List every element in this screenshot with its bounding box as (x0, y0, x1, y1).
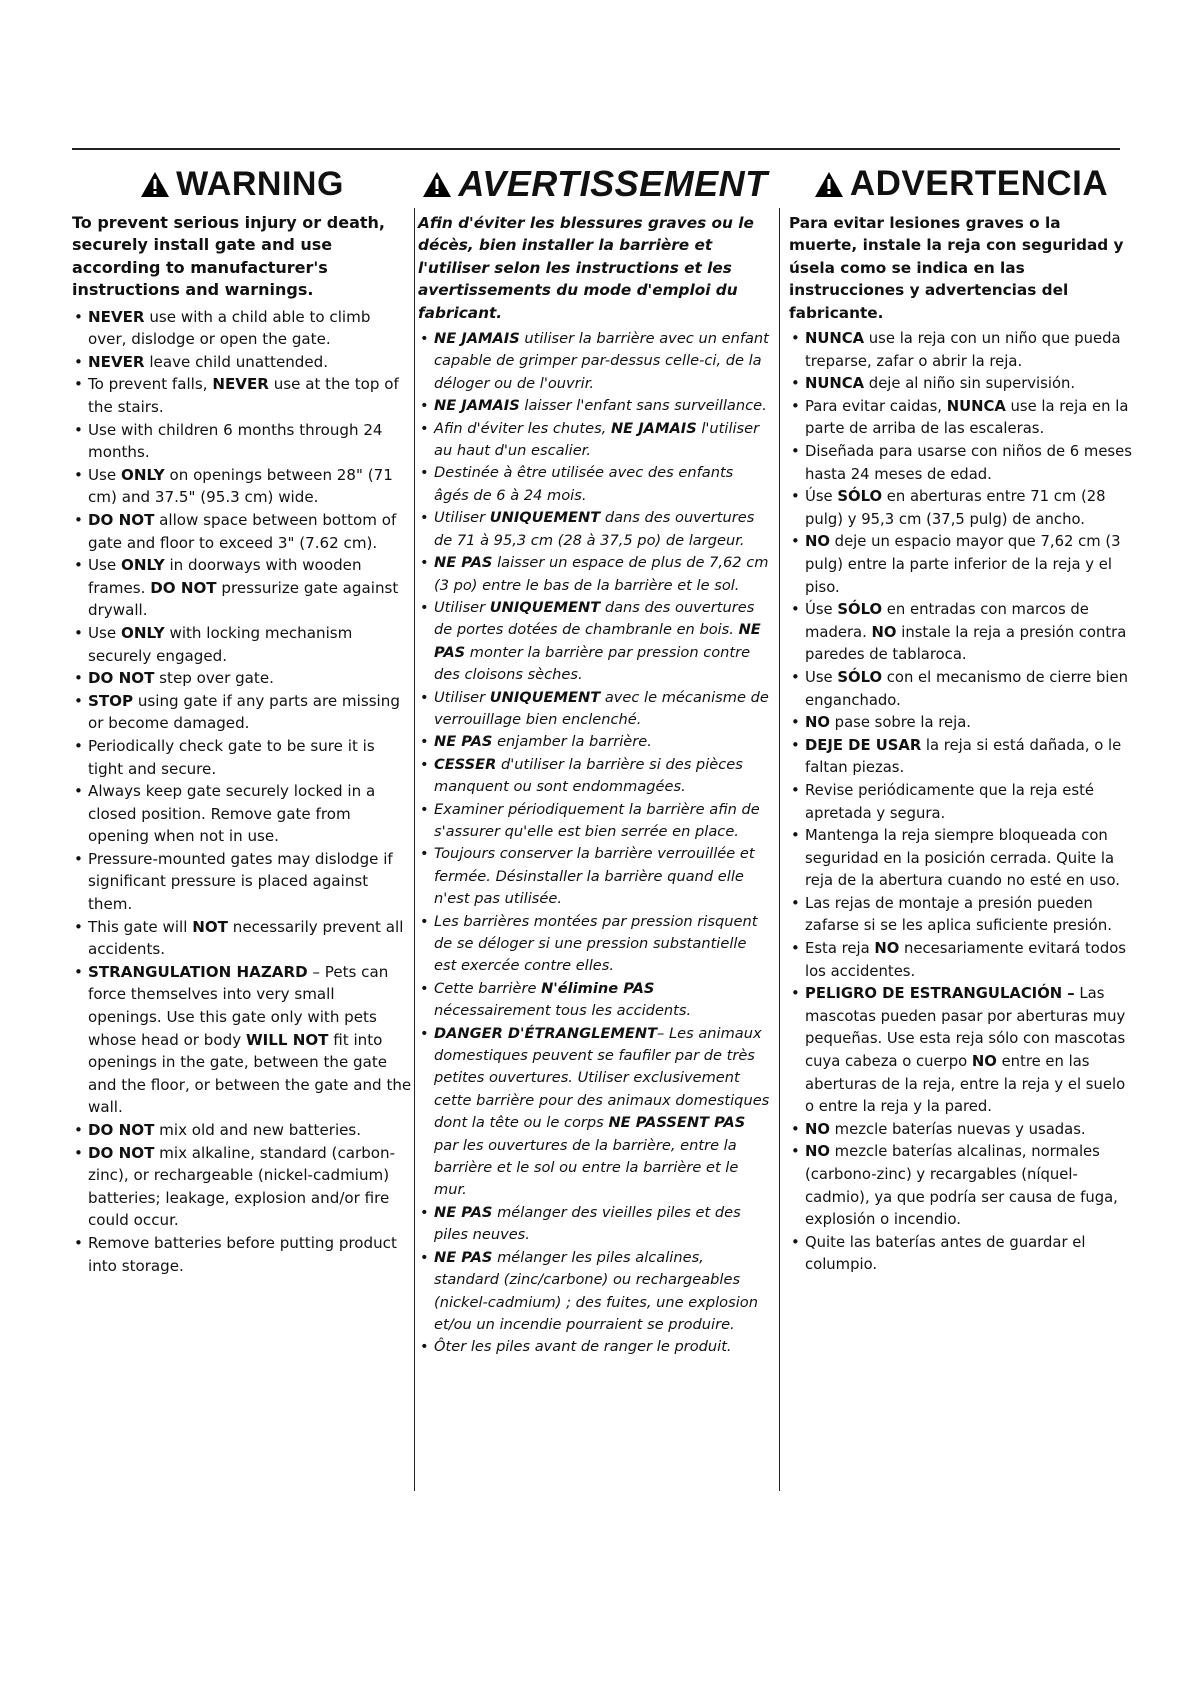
warning-column-french (418, 162, 772, 1359)
emphasis-text: DO NOT (88, 1143, 155, 1162)
item-text: pase sobre la reja. (829, 714, 971, 732)
list-item (72, 373, 412, 418)
bullet-icon: • (791, 894, 800, 912)
list-item (72, 848, 412, 916)
warning-heading (789, 162, 1133, 206)
bullet-icon: • (420, 1338, 429, 1356)
list-item (789, 780, 1133, 825)
bullet-icon: • (74, 669, 83, 688)
list-item (789, 1119, 1133, 1142)
bullet-icon: • (791, 375, 800, 393)
bullet-icon: • (74, 1121, 83, 1139)
item-text: avec le mécanisme de verrouillage bien enclenché. (434, 688, 769, 728)
list-item (789, 373, 1133, 396)
item-text: monter la barrière par pression contre des cloisons sèches. (434, 643, 751, 684)
list-item (72, 554, 412, 622)
bullet-icon: • (74, 556, 83, 575)
emphasis-text: NO (805, 1143, 830, 1161)
item-text: necessarily prevent all accidents. (88, 917, 404, 959)
bullet-icon: • (74, 623, 83, 642)
bullet-icon: • (791, 1233, 800, 1251)
top-rule (72, 148, 1120, 150)
bullet-icon: • (791, 533, 800, 551)
item-text: l'utiliser au haut d'un escalier. (434, 419, 760, 460)
emphasis-text: DO NOT (88, 510, 155, 529)
item-text: d'utiliser la barrière si des pièces manquent ou sont endommagées. (434, 755, 743, 796)
bullet-icon: • (74, 307, 83, 326)
item-text: Ôter les piles avant de ranger le produit. (434, 1338, 732, 1356)
bullet-icon: • (791, 488, 800, 506)
item-text: Esta reja (805, 940, 875, 958)
bullet-icon: • (420, 912, 429, 930)
bullet-icon: • (791, 601, 800, 619)
item-text: mix alkaline, standard (carbon-zinc), or rechargeable (nickel-cadmium) batteries; leakage, explosion and/or fire could occur. (88, 1143, 396, 1230)
bullet-icon: • (74, 1233, 83, 1252)
warning-list (72, 306, 412, 1278)
bullet-icon: • (74, 510, 83, 529)
item-text: mix old and new batteries. (154, 1121, 362, 1139)
bullet-icon: • (791, 1120, 800, 1138)
bullet-icon: • (74, 352, 83, 371)
list-item (418, 911, 772, 978)
item-text: Diseñada para usarse con niños de 6 meses hasta 24 meses de edad. (805, 443, 1132, 483)
item-text: leave child unattended. (144, 352, 329, 371)
item-text: par les ouvertures de la barrière, entre la barrière et le sol ou entre la barrière et le mur. (434, 1136, 739, 1199)
item-text: Las mascotas pueden pasar por aberturas muy pequeñas. Use esta reja sólo con mascotas cuya cabeza o cuerpo (805, 985, 1126, 1071)
item-text: instale la reja a presión contra paredes de tablaroca. (805, 623, 1127, 664)
bullet-icon: • (420, 464, 429, 482)
item-text: Use with children 6 months through 24 months. (88, 420, 383, 462)
item-text: Use (805, 668, 838, 686)
emphasis-text: NEVER (88, 352, 145, 371)
item-text: utiliser la barrière avec un enfant capable de grimper par-dessus celle-ci, de la déloger ou de l'ouvrir. (434, 330, 769, 392)
list-item (72, 419, 412, 464)
item-text: laisser un espace de plus de 7,62 cm (3 po) entre le bas de la barrière et le sol. (434, 554, 769, 594)
item-text: – Pets can force themselves into very small openings. Use this gate only with pets whose head or body (88, 962, 389, 1049)
bullet-icon: • (791, 940, 800, 958)
bullet-icon: • (74, 375, 83, 394)
item-text: entre en las aberturas de la reja, entre la reja y el suelo o entre la reja y la pared. (805, 1053, 1126, 1116)
bullet-icon: • (420, 397, 429, 415)
list-item (72, 1232, 412, 1277)
item-text: Cette barrière (434, 979, 542, 997)
item-text: with locking mechanism securely engaged. (88, 623, 353, 665)
item-text: Les barrières montées par pression risquent de se déloger si une pression substantielle est exercée contre elles. (434, 912, 758, 975)
list-item (789, 667, 1133, 712)
list-item (789, 441, 1133, 486)
emphasis-text: NO (805, 714, 830, 732)
emphasis-text: SÓLO (837, 601, 883, 619)
bullet-icon: • (420, 419, 429, 437)
emphasis-text: NUNCA (805, 330, 865, 348)
emphasis-text: NO (971, 1053, 997, 1071)
emphasis-text: CESSER (434, 755, 497, 773)
item-text: use la reja con un niño que pueda treparse, zafar o abrir la reja. (805, 330, 1121, 370)
emphasis-text: DANGER D'ÉTRANGLEMENT (434, 1024, 658, 1042)
list-item (418, 328, 772, 395)
list-item (72, 916, 412, 961)
bullet-icon: • (74, 691, 83, 710)
bullet-icon: • (74, 465, 83, 484)
emphasis-text: DO NOT (88, 669, 155, 688)
item-text: Afin d'éviter les chutes, (434, 419, 611, 437)
list-item (789, 735, 1133, 780)
emphasis-text: NE JAMAIS (610, 419, 697, 437)
item-text: Las rejas de montaje a presión pueden zafarse si se les aplica suficiente presión. (805, 894, 1112, 935)
list-item (72, 690, 412, 735)
item-text: Utiliser (434, 598, 490, 616)
item-text: using gate if any parts are missing or become damaged. (88, 691, 400, 733)
item-text: mezcle baterías nuevas y usadas. (829, 1120, 1086, 1138)
bullet-icon: • (420, 509, 429, 527)
item-text: Mantenga la reja siempre bloqueada con seguridad en la posición cerrada. Quite la reja de la abertura cuando no esté en uso. (805, 827, 1120, 890)
item-text: nécessairement tous les accidents. (434, 1002, 692, 1020)
item-text: Toujours conserver la barrière verrouillée et fermée. Désinstaller la barrière quand elle n'est pas utilisée. (434, 845, 755, 908)
list-item (72, 667, 412, 690)
item-text: Utiliser (434, 688, 490, 706)
emphasis-text: WILL NOT (245, 1030, 329, 1049)
emphasis-text: NUNCA (946, 397, 1006, 415)
list-item (418, 507, 772, 552)
list-item (72, 780, 412, 848)
list-item (72, 622, 412, 667)
emphasis-text: SÓLO (837, 668, 883, 686)
bullet-icon: • (420, 1024, 429, 1042)
item-text: To prevent falls, (88, 375, 213, 394)
item-text: en aberturas entre 71 cm (28 pulg) y 95,3 cm (37,5 pulg) de ancho. (805, 488, 1106, 528)
emphasis-text: NE PAS (434, 1248, 493, 1266)
intro-text: To prevent serious injury or death, securely install gate and use according to manufacturer's instructions and warnings. (72, 213, 385, 300)
warning-triangle-icon (422, 171, 452, 198)
emphasis-text: NOT (192, 917, 228, 936)
emphasis-text: UNIQUEMENT (489, 688, 601, 706)
item-text: Use (88, 623, 121, 642)
list-item (789, 938, 1133, 983)
item-text: Úse (805, 488, 838, 506)
list-item (418, 799, 772, 844)
bullet-icon: • (74, 782, 83, 801)
emphasis-text: NE JAMAIS (434, 397, 520, 415)
item-text: con el mecanismo de cierre bien enganchado. (805, 668, 1128, 709)
list-item (72, 464, 412, 509)
list-item (789, 396, 1133, 441)
bullet-icon: • (420, 800, 429, 818)
list-item (789, 893, 1133, 938)
emphasis-text: UNIQUEMENT (489, 509, 601, 527)
emphasis-text: ONLY (121, 465, 165, 484)
item-text: pressurize gate against drywall. (88, 578, 399, 620)
item-text: dans des ouvertures de portes dotées de chambranle en bois. (434, 598, 755, 639)
bullet-icon: • (420, 330, 429, 348)
list-item (72, 961, 412, 1119)
item-text: Para evitar caidas, (805, 397, 947, 415)
bullet-icon: • (420, 979, 429, 997)
intro-text: Afin d'éviter les blessures graves ou le décès, bien installer la barrière et l'utiliser selon les instructions et les avertissements du mode d'emploi du fabricant. (418, 214, 754, 322)
item-text: fit into openings in the gate, between the gate and the floor, or between the gate and the wall. (88, 1030, 412, 1117)
list-item (418, 1202, 772, 1247)
list-item (72, 351, 412, 374)
item-text: step over gate. (154, 669, 274, 688)
list-item (72, 735, 412, 780)
item-text: deje al niño sin supervisión. (864, 375, 1076, 393)
bullet-icon: • (791, 397, 800, 415)
bullet-icon: • (420, 598, 429, 616)
list-item (418, 418, 772, 463)
list-item (418, 731, 772, 753)
item-text: Use (88, 465, 121, 484)
list-item (418, 843, 772, 910)
item-text: use with a child able to climb over, dislodge or open the gate. (88, 307, 371, 349)
list-item (418, 1023, 772, 1202)
bullet-icon: • (420, 755, 429, 773)
item-text: allow space between bottom of gate and floor to exceed 3" (7.62 cm). (88, 510, 397, 552)
emphasis-text: NEVER (212, 375, 269, 394)
item-text: la reja si está dañada, o le faltan piezas. (805, 736, 1122, 777)
intro-text: Para evitar lesiones graves o la muerte, instale la reja con seguridad y úsela como se indica en las instrucciones y advertencias del fabricante. (789, 214, 1124, 322)
item-text: Pressure-mounted gates may dislodge if significant pressure is placed against them. (88, 849, 393, 914)
bullet-icon: • (74, 736, 83, 755)
warning-triangle-icon (814, 171, 844, 198)
list-item (789, 825, 1133, 893)
emphasis-text: PELIGRO DE ESTRANGULACIÓN – (805, 985, 1075, 1003)
column-divider-left (414, 208, 415, 1491)
item-text: dans des ouvertures de 71 à 95,3 cm (28 à 37,5 po) de largeur. (434, 509, 755, 549)
emphasis-text: NO (874, 940, 900, 958)
emphasis-text: NE PAS (434, 621, 761, 661)
bullet-icon: • (791, 714, 800, 732)
heading-text: ADVERTENCIA (849, 164, 1109, 203)
item-text: mezcle baterías alcalinas, normales (carbono-zinc) y recargables (níquel-cadmio), ya que podría ser causa de fuga, explosión o incendio. (805, 1143, 1118, 1229)
list-item (789, 712, 1133, 735)
heading-text: AVERTISSEMENT (458, 163, 768, 204)
emphasis-text: NE JAMAIS (434, 330, 520, 348)
list-item (72, 509, 412, 554)
emphasis-text: UNIQUEMENT (489, 598, 601, 616)
bullet-icon: • (420, 554, 429, 572)
item-text: deje un espacio mayor que 7,62 cm (3 pulg) entre la parte inferior de la reja y el piso. (805, 533, 1121, 596)
emphasis-text: DO NOT (88, 1121, 155, 1139)
item-text: use at the top of the stairs. (88, 375, 399, 416)
list-item (789, 599, 1133, 667)
emphasis-text: ONLY (121, 623, 165, 642)
item-text: use la reja en la parte de arriba de las escaleras. (805, 397, 1129, 438)
emphasis-text: NO (805, 1120, 830, 1138)
emphasis-text: NE PAS (434, 733, 493, 751)
list-item (418, 978, 772, 1023)
emphasis-text: NE PASSENT PAS (608, 1114, 746, 1132)
item-text: Úse (805, 601, 838, 619)
emphasis-text: NE PAS (434, 554, 493, 572)
item-text: en entradas con marcos de madera. (805, 601, 1089, 641)
bullet-icon: • (74, 849, 83, 868)
item-text: on openings between 28" (71 cm) and 37.5" (95.3 cm) wide. (88, 465, 393, 507)
list-item (418, 754, 772, 799)
list-item (418, 687, 772, 732)
bullet-icon: • (74, 420, 83, 439)
bullet-icon: • (791, 827, 800, 845)
item-text: Always keep gate securely locked in a closed position. Remove gate from opening when not in use. (88, 782, 376, 846)
list-item (789, 1232, 1133, 1277)
item-text: Use (88, 556, 121, 575)
bullet-icon: • (420, 1248, 429, 1266)
bullet-icon: • (791, 443, 800, 460)
item-text: mélanger les piles alcalines, standard (zinc/carbone) ou rechargeables (nickel-cadmium) ; des fuites, une explosion et/ou un incendie pourraient se produire. (434, 1248, 758, 1333)
list-item (72, 306, 412, 351)
emphasis-text: NE PAS (434, 1203, 493, 1221)
bullet-icon: • (74, 962, 83, 981)
bullet-icon: • (791, 781, 800, 799)
bullet-icon: • (74, 1143, 83, 1162)
list-item (789, 1141, 1133, 1231)
item-text: This gate will (88, 917, 193, 936)
warning-column-english (72, 162, 412, 1277)
item-text: mélanger des vieilles piles et des piles neuves. (434, 1203, 741, 1244)
emphasis-text: ONLY (121, 556, 165, 575)
bullet-icon: • (420, 1203, 429, 1221)
item-text: Periodically check gate to be sure it is tight and secure. (88, 736, 375, 778)
bullet-icon: • (791, 985, 800, 1003)
item-text: in doorways with wooden frames. (88, 556, 362, 597)
warning-heading (72, 162, 412, 206)
warning-heading (418, 162, 772, 206)
emphasis-text: DO NOT (150, 578, 217, 597)
list-item (418, 597, 772, 687)
bullet-icon: • (791, 668, 800, 686)
emphasis-text: N'élimine PAS (541, 979, 655, 997)
warning-triangle-icon (140, 171, 170, 198)
emphasis-text: NUNCA (805, 375, 865, 393)
item-text: Utiliser (434, 509, 490, 527)
emphasis-text: STRANGULATION HAZARD (88, 962, 308, 981)
item-text: Destinée à être utilisée avec des enfants âgés de 6 à 24 mois. (434, 464, 734, 504)
list-item (418, 395, 772, 417)
bullet-icon: • (74, 917, 83, 936)
emphasis-text: DEJE DE USAR (805, 736, 922, 754)
emphasis-text: NO (805, 533, 830, 551)
bullet-icon: • (791, 1143, 800, 1161)
item-text: laisser l'enfant sans surveillance. (519, 397, 767, 415)
bullet-icon: • (420, 845, 429, 863)
bullet-icon: • (791, 330, 800, 348)
bullet-icon: • (420, 733, 429, 751)
list-item (789, 531, 1133, 599)
list-item (72, 1142, 412, 1232)
item-text: necesariamente evitará todos los accidentes. (805, 940, 1127, 980)
list-item (789, 486, 1133, 531)
bullet-icon: • (420, 688, 429, 706)
emphasis-text: STOP (88, 691, 134, 710)
emphasis-text: NO (871, 623, 897, 641)
emphasis-text: NEVER (88, 307, 145, 326)
list-item (418, 462, 772, 507)
list-item (418, 1247, 772, 1337)
heading-text: WARNING (176, 164, 344, 203)
warning-list (789, 328, 1133, 1277)
column-divider-right (779, 208, 780, 1491)
list-item (418, 552, 772, 597)
emphasis-text: SÓLO (837, 488, 883, 506)
list-item (418, 1336, 772, 1358)
item-text: Examiner périodiquement la barrière afin de s'assurer qu'elle est bien serrée en place. (434, 800, 760, 840)
item-text: – Les animaux domestiques peuvent se faufiler par de très petites ouvertures. Utiliser exclusivement cette barrière pour des animaux domestiques dont la tête ou le corps (434, 1024, 770, 1132)
list-item (789, 983, 1133, 1119)
warning-list (418, 328, 772, 1359)
list-item (72, 1119, 412, 1142)
item-text: enjamber la barrière. (492, 733, 652, 751)
warning-column-spanish (789, 162, 1133, 1277)
list-item (789, 328, 1133, 373)
item-text: Quite las baterías antes de guardar el columpio. (805, 1233, 1086, 1274)
bullet-icon: • (791, 736, 800, 754)
item-text: Remove batteries before putting product into storage. (88, 1233, 397, 1275)
item-text: Revise periódicamente que la reja esté apretada y segura. (805, 781, 1094, 822)
